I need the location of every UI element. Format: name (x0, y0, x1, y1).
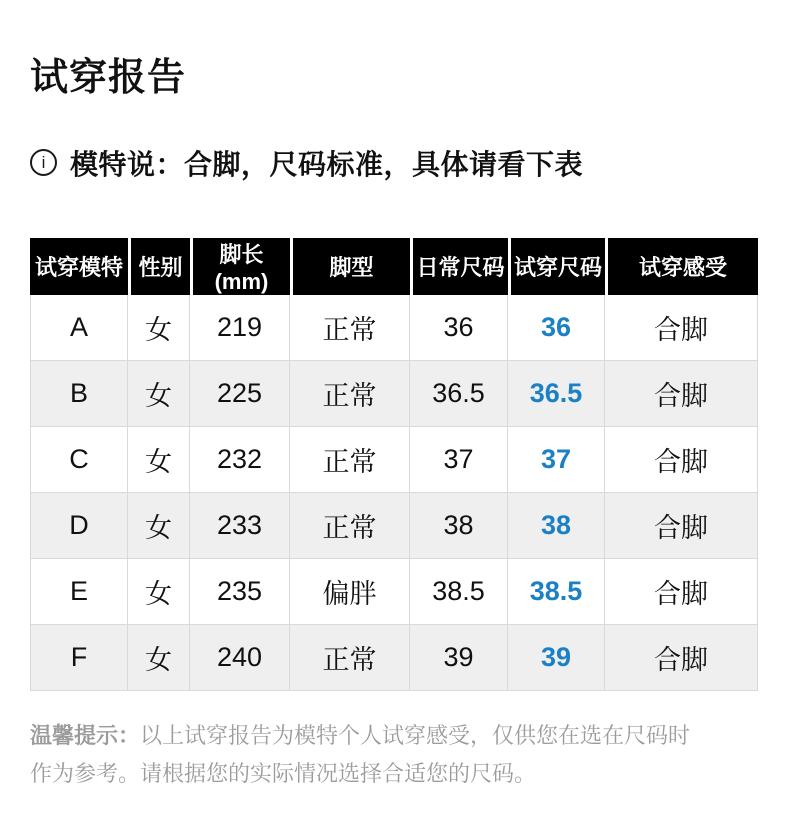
gender-cell: 女 (128, 361, 190, 427)
foot-type-cell: 正常 (290, 493, 410, 559)
fit-report-table (30, 238, 758, 691)
feeling-cell: 合脚 (605, 361, 758, 427)
daily-size-cell: 37 (410, 427, 508, 493)
model-cell: D (30, 493, 128, 559)
tryon-size-cell: 37 (508, 427, 605, 493)
column-header-tryon-size: 试穿尺码 (508, 238, 605, 295)
gender-cell: 女 (128, 493, 190, 559)
daily-size-cell: 38.5 (410, 559, 508, 625)
tip-line2: 作为参考。请根据您的实际情况选择合适您的尺码。 (30, 760, 537, 786)
tryon-size-cell: 36.5 (508, 361, 605, 427)
gender-cell: 女 (128, 295, 190, 361)
foot-type-cell: 正常 (290, 625, 410, 691)
feeling-cell: 合脚 (605, 559, 758, 625)
model-cell: F (30, 625, 128, 691)
column-header-gender: 性别 (128, 238, 190, 295)
foot-length-cell: 232 (190, 427, 290, 493)
gender-cell: 女 (128, 427, 190, 493)
foot-type-cell: 偏胖 (290, 559, 410, 625)
tryon-size-cell: 39 (508, 625, 605, 691)
tryon-size-cell: 38 (508, 493, 605, 559)
foot-length-cell: 235 (190, 559, 290, 625)
foot-length-cell: 219 (190, 295, 290, 361)
feeling-cell: 合脚 (605, 295, 758, 361)
page-title: 试穿报告 (30, 57, 187, 99)
table-row (30, 493, 758, 559)
tip-line1: 以上试穿报告为模特个人试穿感受，仅供您在选在尺码时 (140, 722, 691, 748)
daily-size-cell: 36.5 (410, 361, 508, 427)
daily-size-cell: 38 (410, 493, 508, 559)
foot-length-cell: 225 (190, 361, 290, 427)
table-row (30, 559, 758, 625)
table-row (30, 361, 758, 427)
table-row (30, 295, 758, 361)
info-icon-glyph: i (41, 153, 46, 173)
feeling-cell: 合脚 (605, 493, 758, 559)
model-cell: B (30, 361, 128, 427)
column-header-feeling: 试穿感受 (605, 238, 758, 295)
tip-text (30, 717, 758, 793)
foot-length-cell: 233 (190, 493, 290, 559)
feeling-cell: 合脚 (605, 427, 758, 493)
table-row (30, 625, 758, 691)
feeling-cell: 合脚 (605, 625, 758, 691)
model-note-text: 模特说：合脚，尺码标准，具体请看下表 (70, 148, 584, 180)
model-cell: E (30, 559, 128, 625)
info-circle-icon (30, 149, 57, 176)
daily-size-cell: 36 (410, 295, 508, 361)
model-note (30, 143, 758, 183)
model-cell: A (30, 295, 128, 361)
column-header-daily-size: 日常尺码 (410, 238, 508, 295)
foot-type-cell: 正常 (290, 361, 410, 427)
column-header-foot-length: 脚长(mm) (190, 238, 290, 295)
gender-cell: 女 (128, 625, 190, 691)
model-cell: C (30, 427, 128, 493)
tryon-size-cell: 38.5 (508, 559, 605, 625)
foot-type-cell: 正常 (290, 427, 410, 493)
table-row (30, 427, 758, 493)
foot-type-cell: 正常 (290, 295, 410, 361)
table-header-row (30, 238, 758, 295)
column-header-model: 试穿模特 (30, 238, 128, 295)
daily-size-cell: 39 (410, 625, 508, 691)
tryon-size-cell: 36 (508, 295, 605, 361)
tip-prefix: 温馨提示： (30, 722, 141, 748)
column-header-foot-type: 脚型 (290, 238, 410, 295)
gender-cell: 女 (128, 559, 190, 625)
foot-length-cell: 240 (190, 625, 290, 691)
